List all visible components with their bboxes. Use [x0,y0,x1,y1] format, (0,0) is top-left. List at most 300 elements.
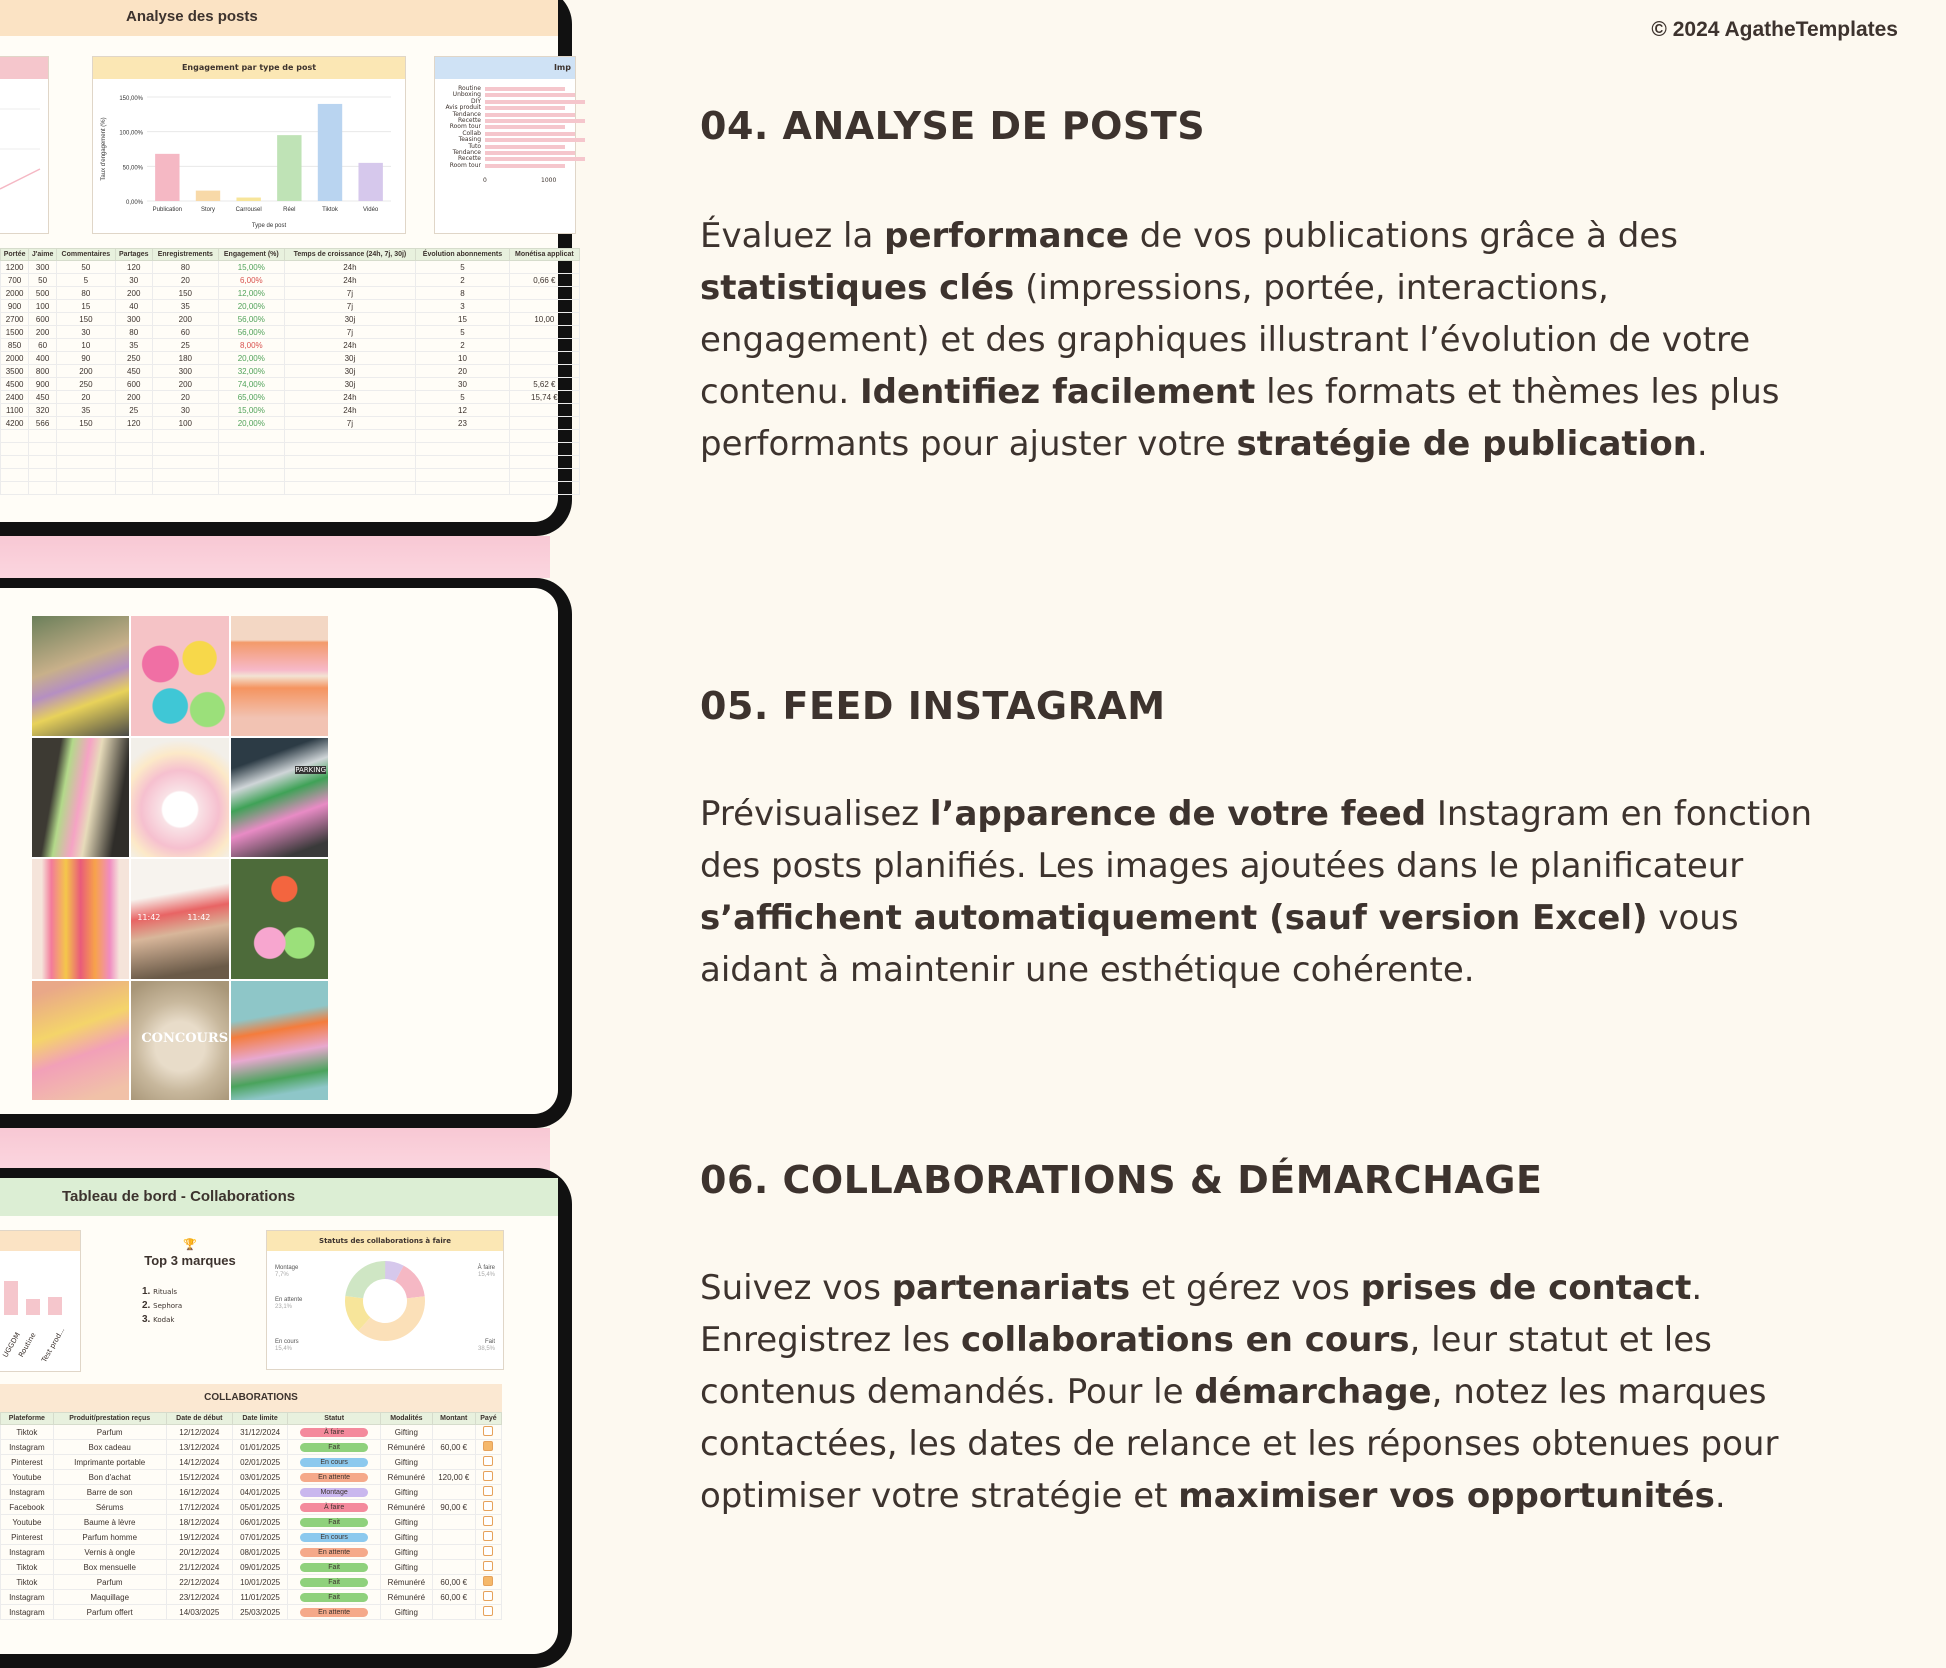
table-cell[interactable] [1,469,29,482]
table-cell[interactable]: 300 [115,313,152,326]
table-cell[interactable]: 17/12/2024 [166,1500,232,1515]
table-cell[interactable]: 320 [29,404,57,417]
table-cell[interactable]: 850 [1,339,29,352]
table-cell[interactable] [475,1500,501,1515]
table-cell[interactable] [115,482,152,495]
table-cell[interactable]: 4200 [1,417,29,430]
paid-checkbox[interactable] [483,1591,493,1601]
table-cell[interactable]: 15,74 € [509,391,579,404]
table-cell[interactable] [509,326,579,339]
table-cell[interactable] [416,430,510,443]
table-cell[interactable]: 5 [416,261,510,274]
table-cell[interactable]: 4500 [1,378,29,391]
table-cell[interactable] [29,443,57,456]
table-cell[interactable]: 10/01/2025 [232,1575,287,1590]
table-cell[interactable] [288,1605,381,1620]
table-cell[interactable]: 30 [152,404,218,417]
table-cell[interactable]: 2700 [1,313,29,326]
table-cell[interactable]: 3 [416,300,510,313]
status-badge[interactable]: À faire [300,1428,368,1437]
table-cell[interactable]: Gifting [381,1560,433,1575]
table-cell[interactable]: 80 [115,326,152,339]
table-cell[interactable]: 20,00% [218,300,284,313]
table-cell[interactable]: Parfum homme [53,1530,166,1545]
paid-checkbox[interactable] [483,1516,493,1526]
table-cell[interactable]: Parfum [53,1575,166,1590]
table-cell[interactable] [475,1455,501,1470]
table-cell[interactable]: 30j [284,378,416,391]
table-cell[interactable]: 60,00 € [432,1575,475,1590]
table-cell[interactable]: Pinterest [1,1455,54,1470]
table-cell[interactable]: 1500 [1,326,29,339]
table-cell[interactable] [115,469,152,482]
table-cell[interactable]: 0,66 € [509,274,579,287]
table-cell[interactable]: Parfum offert [53,1605,166,1620]
table-cell[interactable]: Bon d'achat [53,1470,166,1485]
table-cell[interactable] [475,1440,501,1455]
table-cell[interactable] [432,1560,475,1575]
table-cell[interactable] [509,443,579,456]
table-cell[interactable]: 250 [57,378,116,391]
table-cell[interactable]: 600 [29,313,57,326]
column-header[interactable]: Enregistrements [152,249,218,261]
table-cell[interactable]: 5 [416,391,510,404]
table-cell[interactable]: 08/01/2025 [232,1545,287,1560]
table-cell[interactable]: 200 [115,391,152,404]
table-cell[interactable]: 01/01/2025 [232,1440,287,1455]
table-cell[interactable] [475,1545,501,1560]
table-cell[interactable] [475,1530,501,1545]
table-cell[interactable] [284,443,416,456]
table-cell[interactable]: 15 [416,313,510,326]
table-cell[interactable]: Baume à lèvre [53,1515,166,1530]
table-cell[interactable] [509,300,579,313]
table-cell[interactable]: 100 [29,300,57,313]
table-cell[interactable]: 14/12/2024 [166,1455,232,1470]
column-header[interactable]: Montant [432,1413,475,1425]
table-cell[interactable] [288,1470,381,1485]
table-cell[interactable]: 10,00 [509,313,579,326]
table-cell[interactable]: 150 [152,287,218,300]
table-cell[interactable]: 250 [115,352,152,365]
table-cell[interactable]: 5 [416,326,510,339]
table-cell[interactable]: 35 [115,339,152,352]
table-cell[interactable]: 13/12/2024 [166,1440,232,1455]
column-header[interactable]: J'aime [29,249,57,261]
table-cell[interactable] [288,1440,381,1455]
status-badge[interactable]: Fait [300,1578,368,1587]
table-cell[interactable] [218,430,284,443]
table-cell[interactable] [57,456,116,469]
table-cell[interactable]: 150 [57,313,116,326]
table-cell[interactable] [509,287,579,300]
table-cell[interactable]: 2 [416,339,510,352]
table-cell[interactable]: 30 [416,378,510,391]
status-badge[interactable]: En cours [300,1458,368,1467]
table-cell[interactable]: 500 [29,287,57,300]
table-cell[interactable]: 05/01/2025 [232,1500,287,1515]
status-badge[interactable]: En attente [300,1548,368,1557]
table-cell[interactable]: 120 [115,261,152,274]
table-cell[interactable]: Parfum [53,1425,166,1440]
feed-photo[interactable] [32,738,129,858]
table-cell[interactable]: 19/12/2024 [166,1530,232,1545]
table-cell[interactable]: 32,00% [218,365,284,378]
table-cell[interactable] [218,469,284,482]
feed-photo[interactable] [131,981,228,1101]
table-cell[interactable]: 04/01/2025 [232,1485,287,1500]
table-cell[interactable]: Instagram [1,1440,54,1455]
table-cell[interactable]: Rémunéré [381,1500,433,1515]
table-cell[interactable]: 30 [57,326,116,339]
table-cell[interactable] [57,469,116,482]
table-cell[interactable]: Gifting [381,1605,433,1620]
table-cell[interactable]: 30j [284,352,416,365]
paid-checkbox[interactable] [483,1576,493,1586]
paid-checkbox[interactable] [483,1561,493,1571]
table-cell[interactable]: Instagram [1,1545,54,1560]
table-cell[interactable]: 12/12/2024 [166,1425,232,1440]
table-cell[interactable] [432,1485,475,1500]
table-cell[interactable]: 300 [152,365,218,378]
table-cell[interactable]: 02/01/2025 [232,1455,287,1470]
table-cell[interactable]: 15,00% [218,261,284,274]
table-cell[interactable]: Gifting [381,1515,433,1530]
column-header[interactable]: Produit/prestation reçus [53,1413,166,1425]
table-cell[interactable]: 7j [284,326,416,339]
table-cell[interactable]: 7j [284,300,416,313]
feed-photo[interactable] [32,981,129,1101]
table-cell[interactable] [29,456,57,469]
status-badge[interactable]: En cours [300,1533,368,1542]
column-header[interactable]: Commentaires [57,249,116,261]
table-cell[interactable]: 400 [29,352,57,365]
table-cell[interactable]: 150 [57,417,116,430]
table-cell[interactable]: Barre de son [53,1485,166,1500]
table-cell[interactable] [432,1545,475,1560]
table-cell[interactable]: Tiktok [1,1575,54,1590]
table-cell[interactable]: 12 [416,404,510,417]
table-cell[interactable]: 2 [416,274,510,287]
table-cell[interactable]: 15,00% [218,404,284,417]
feed-photo[interactable] [131,616,228,736]
paid-checkbox[interactable] [483,1441,493,1451]
column-header[interactable]: Évolution abonnements [416,249,510,261]
table-cell[interactable] [509,482,579,495]
feed-photo[interactable] [32,616,129,736]
table-cell[interactable]: 20,00% [218,417,284,430]
table-cell[interactable]: 900 [29,378,57,391]
table-cell[interactable]: 2000 [1,287,29,300]
table-cell[interactable]: 60 [29,339,57,352]
table-cell[interactable] [475,1425,501,1440]
table-cell[interactable]: 200 [152,378,218,391]
table-cell[interactable]: 22/12/2024 [166,1575,232,1590]
paid-checkbox[interactable] [483,1456,493,1466]
paid-checkbox[interactable] [483,1471,493,1481]
table-cell[interactable]: 450 [115,365,152,378]
table-cell[interactable] [29,482,57,495]
paid-checkbox[interactable] [483,1606,493,1616]
table-cell[interactable] [218,443,284,456]
table-cell[interactable] [29,469,57,482]
status-badge[interactable]: Fait [300,1518,368,1527]
table-cell[interactable]: Vernis à ongle [53,1545,166,1560]
table-cell[interactable]: 23/12/2024 [166,1590,232,1605]
table-cell[interactable]: 30j [284,313,416,326]
table-cell[interactable]: 2000 [1,352,29,365]
table-cell[interactable] [288,1455,381,1470]
table-cell[interactable]: 25 [115,404,152,417]
table-cell[interactable] [416,443,510,456]
table-cell[interactable]: 10 [416,352,510,365]
table-cell[interactable]: 50 [57,261,116,274]
table-cell[interactable]: 20,00% [218,352,284,365]
column-header[interactable]: Engagement (%) [218,249,284,261]
table-cell[interactable] [288,1560,381,1575]
table-cell[interactable]: Rémunéré [381,1590,433,1605]
table-cell[interactable]: 6,00% [218,274,284,287]
table-cell[interactable]: 8 [416,287,510,300]
table-cell[interactable] [218,482,284,495]
table-cell[interactable]: 566 [29,417,57,430]
table-cell[interactable] [416,456,510,469]
table-cell[interactable] [288,1515,381,1530]
feed-photo[interactable] [131,859,228,979]
column-header[interactable]: Monétisa applicat [509,249,579,261]
feed-photo[interactable] [231,616,328,736]
table-cell[interactable] [115,443,152,456]
feed-photo[interactable] [231,859,328,979]
table-cell[interactable] [29,430,57,443]
table-cell[interactable] [509,352,579,365]
table-cell[interactable] [152,443,218,456]
table-cell[interactable]: 20/12/2024 [166,1545,232,1560]
table-cell[interactable]: 24h [284,261,416,274]
feed-photo[interactable] [131,738,228,858]
table-cell[interactable]: Instagram [1,1485,54,1500]
table-cell[interactable]: Rémunéré [381,1470,433,1485]
table-cell[interactable] [288,1575,381,1590]
table-cell[interactable] [284,456,416,469]
table-cell[interactable]: 20 [416,365,510,378]
paid-checkbox[interactable] [483,1531,493,1541]
table-cell[interactable]: Gifting [381,1455,433,1470]
status-badge[interactable]: À faire [300,1503,368,1512]
table-cell[interactable]: Instagram [1,1605,54,1620]
table-cell[interactable] [1,443,29,456]
table-cell[interactable]: 700 [1,274,29,287]
table-cell[interactable]: 1100 [1,404,29,417]
status-badge[interactable]: Fait [300,1563,368,1572]
table-cell[interactable]: 74,00% [218,378,284,391]
table-cell[interactable] [509,339,579,352]
table-cell[interactable]: Rémunéré [381,1440,433,1455]
table-cell[interactable]: 09/01/2025 [232,1560,287,1575]
paid-checkbox[interactable] [483,1486,493,1496]
table-cell[interactable] [509,469,579,482]
column-header[interactable]: Date de début [166,1413,232,1425]
column-header[interactable]: Modalités [381,1413,433,1425]
table-cell[interactable]: 80 [57,287,116,300]
column-header[interactable]: Date limite [232,1413,287,1425]
table-cell[interactable]: 24h [284,391,416,404]
table-cell[interactable]: 12,00% [218,287,284,300]
table-cell[interactable]: 16/12/2024 [166,1485,232,1500]
table-cell[interactable]: Gifting [381,1485,433,1500]
table-cell[interactable] [509,365,579,378]
feed-photo[interactable] [32,859,129,979]
table-cell[interactable] [475,1470,501,1485]
table-cell[interactable]: 60,00 € [432,1440,475,1455]
table-cell[interactable]: 120 [115,417,152,430]
table-cell[interactable]: 120,00 € [432,1470,475,1485]
table-cell[interactable]: 20 [152,391,218,404]
status-badge[interactable]: Montage [300,1488,368,1497]
table-cell[interactable]: Maquillage [53,1590,166,1605]
table-cell[interactable] [475,1575,501,1590]
table-cell[interactable] [288,1590,381,1605]
table-cell[interactable] [1,456,29,469]
table-cell[interactable]: 200 [57,365,116,378]
table-cell[interactable]: Youtube [1,1470,54,1485]
table-cell[interactable] [475,1590,501,1605]
table-cell[interactable]: 24h [284,339,416,352]
table-cell[interactable] [288,1545,381,1560]
table-cell[interactable]: 03/01/2025 [232,1470,287,1485]
table-cell[interactable]: Gifting [381,1530,433,1545]
table-cell[interactable]: 80 [152,261,218,274]
table-cell[interactable]: Gifting [381,1425,433,1440]
table-cell[interactable] [288,1500,381,1515]
table-cell[interactable]: 450 [29,391,57,404]
table-cell[interactable] [115,456,152,469]
table-cell[interactable]: 100 [152,417,218,430]
table-cell[interactable] [432,1455,475,1470]
table-cell[interactable] [1,430,29,443]
table-cell[interactable]: 07/01/2025 [232,1530,287,1545]
table-cell[interactable]: 180 [152,352,218,365]
table-cell[interactable] [432,1515,475,1530]
table-cell[interactable] [509,430,579,443]
table-cell[interactable] [509,456,579,469]
table-cell[interactable]: Tiktok [1,1425,54,1440]
table-cell[interactable]: 35 [152,300,218,313]
table-cell[interactable]: 56,00% [218,326,284,339]
paid-checkbox[interactable] [483,1426,493,1436]
table-cell[interactable] [57,482,116,495]
table-cell[interactable]: 15/12/2024 [166,1470,232,1485]
table-cell[interactable]: 25 [152,339,218,352]
table-cell[interactable]: Pinterest [1,1530,54,1545]
table-cell[interactable]: 5,62 € [509,378,579,391]
feed-photo[interactable] [231,738,328,858]
table-cell[interactable]: 06/01/2025 [232,1515,287,1530]
table-cell[interactable]: 30j [284,365,416,378]
table-cell[interactable] [152,456,218,469]
table-cell[interactable]: 56,00% [218,313,284,326]
table-cell[interactable]: 65,00% [218,391,284,404]
table-cell[interactable] [416,469,510,482]
table-cell[interactable] [475,1560,501,1575]
table-cell[interactable]: Tiktok [1,1560,54,1575]
table-cell[interactable]: 40 [115,300,152,313]
table-cell[interactable]: 7j [284,287,416,300]
table-cell[interactable] [288,1485,381,1500]
table-cell[interactable]: Box mensuelle [53,1560,166,1575]
column-header[interactable]: Payé [475,1413,501,1425]
table-cell[interactable]: 60 [152,326,218,339]
table-cell[interactable] [284,430,416,443]
table-cell[interactable]: Youtube [1,1515,54,1530]
table-cell[interactable] [416,482,510,495]
table-cell[interactable]: 900 [1,300,29,313]
table-cell[interactable] [1,482,29,495]
table-cell[interactable]: 600 [115,378,152,391]
status-badge[interactable]: Fait [300,1593,368,1602]
table-cell[interactable]: 25/03/2025 [232,1605,287,1620]
table-cell[interactable] [57,443,116,456]
table-cell[interactable] [432,1425,475,1440]
table-cell[interactable]: 30 [115,274,152,287]
table-cell[interactable]: 35 [57,404,116,417]
paid-checkbox[interactable] [483,1501,493,1511]
table-cell[interactable]: Gifting [381,1545,433,1560]
table-cell[interactable]: Sérums [53,1500,166,1515]
paid-checkbox[interactable] [483,1546,493,1556]
table-cell[interactable] [152,469,218,482]
table-cell[interactable] [288,1530,381,1545]
table-cell[interactable] [288,1425,381,1440]
table-cell[interactable] [284,482,416,495]
column-header[interactable]: Statut [288,1413,381,1425]
table-cell[interactable] [152,430,218,443]
table-cell[interactable] [432,1530,475,1545]
table-cell[interactable] [57,430,116,443]
table-cell[interactable]: 90,00 € [432,1500,475,1515]
table-cell[interactable]: 200 [115,287,152,300]
table-cell[interactable]: 11/01/2025 [232,1590,287,1605]
table-cell[interactable] [475,1485,501,1500]
table-cell[interactable] [432,1605,475,1620]
table-cell[interactable]: 3500 [1,365,29,378]
table-cell[interactable]: 5 [57,274,116,287]
table-cell[interactable]: 7j [284,417,416,430]
table-cell[interactable]: Imprimante portable [53,1455,166,1470]
status-badge[interactable]: Fait [300,1443,368,1452]
table-cell[interactable] [152,482,218,495]
column-header[interactable]: Plateforme [1,1413,54,1425]
table-cell[interactable] [509,417,579,430]
table-cell[interactable]: 90 [57,352,116,365]
table-cell[interactable]: 60,00 € [432,1590,475,1605]
status-badge[interactable]: En attente [300,1473,368,1482]
table-cell[interactable] [284,469,416,482]
status-badge[interactable]: En attente [300,1608,368,1617]
table-cell[interactable]: 300 [29,261,57,274]
table-cell[interactable]: 20 [57,391,116,404]
table-cell[interactable]: 23 [416,417,510,430]
table-cell[interactable]: 14/03/2025 [166,1605,232,1620]
table-cell[interactable]: 8,00% [218,339,284,352]
feed-photo[interactable] [231,981,328,1101]
table-cell[interactable]: 1200 [1,261,29,274]
table-cell[interactable]: Facebook [1,1500,54,1515]
table-cell[interactable]: 24h [284,404,416,417]
table-cell[interactable] [115,430,152,443]
table-cell[interactable]: 50 [29,274,57,287]
table-cell[interactable]: Rémunéré [381,1575,433,1590]
